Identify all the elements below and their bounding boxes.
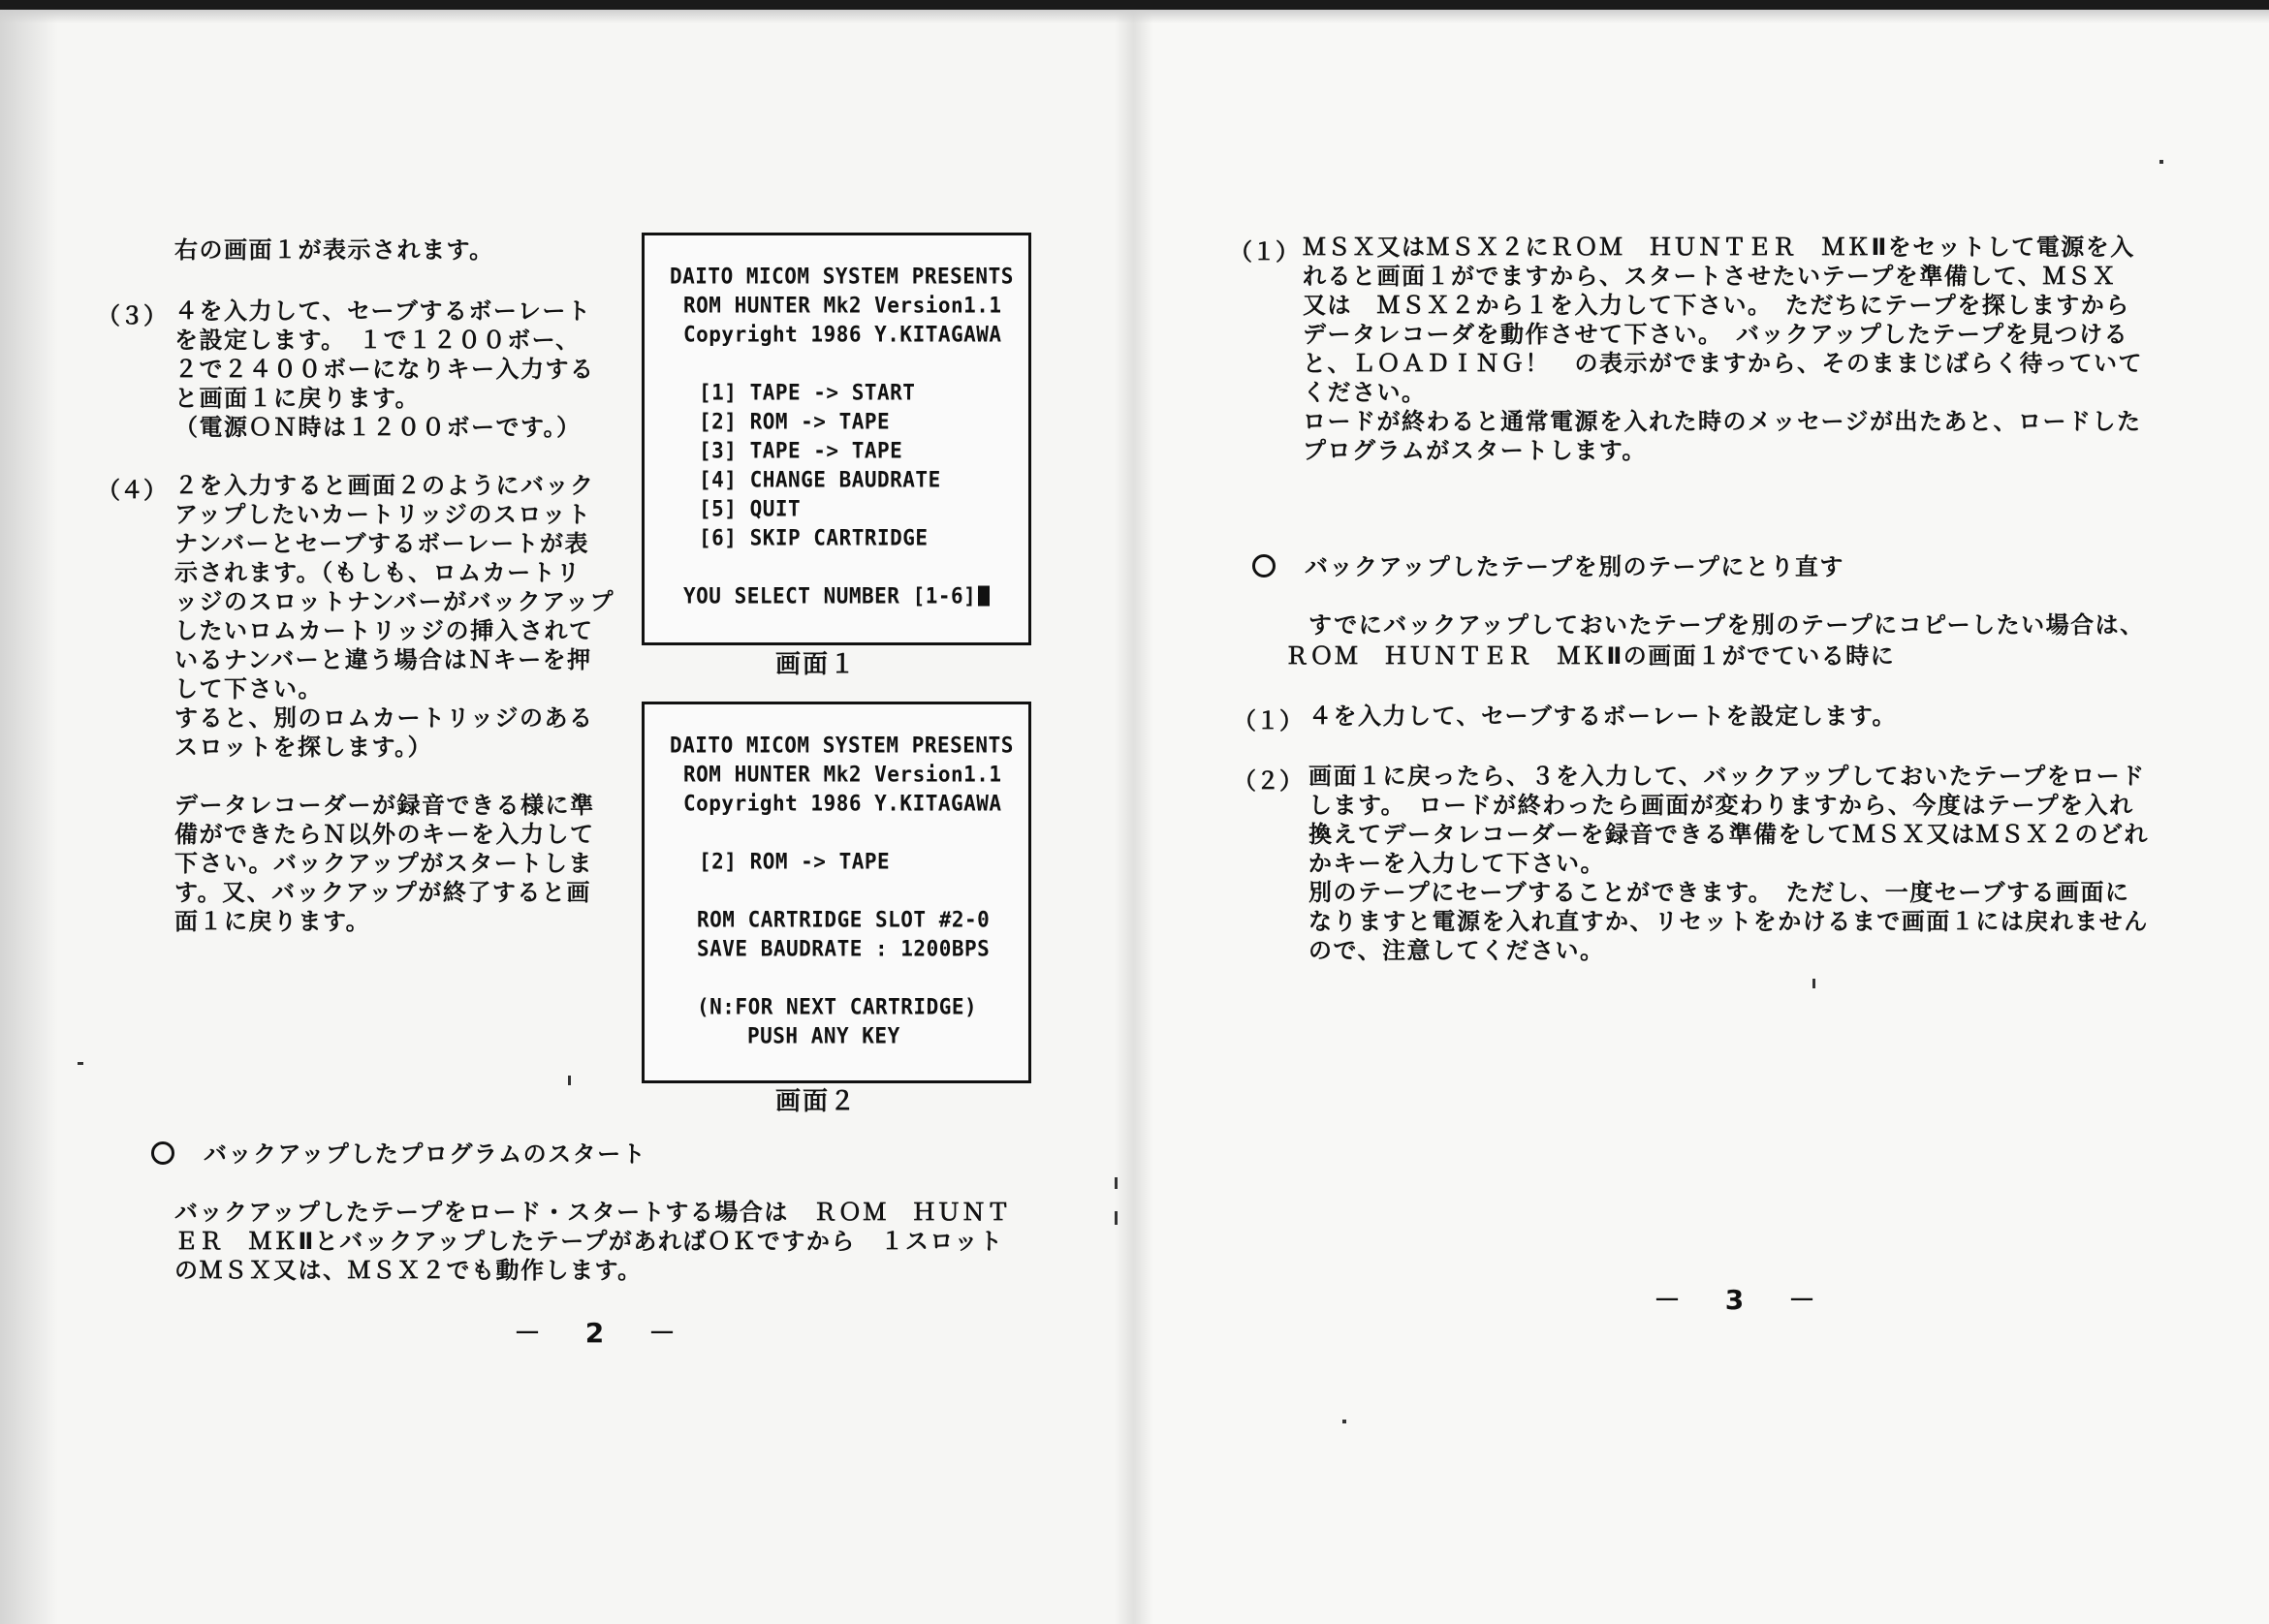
step-1-line: れると画面１がでますから、スタートさせたいテープを準備して、ＭＳＸ [1303, 263, 2117, 290]
section-heading-text: バックアップしたプログラムのスタート [204, 1140, 647, 1168]
step-2-line: 別のテープにセーブすることができます。 ただし、一度セーブする画面に [1308, 879, 2130, 906]
top-edge [0, 0, 2269, 10]
screen-1-menu-item: [2] ROM -> TAPE [699, 409, 891, 434]
scan-speck [1115, 1177, 1118, 1189]
recorder-paragraph-line: 下さい。バックアップがスタートしま [174, 850, 593, 877]
step-3-line: と画面１に戻ります。 [174, 385, 421, 412]
screen-2-caption: 画面２ [775, 1087, 858, 1116]
screen-1-line: DAITO MICOM SYSTEM PRESENTS [670, 264, 1014, 289]
recorder-paragraph-line: す。又、バックアップが終了すると画 [174, 879, 591, 906]
screen-2-line: ROM HUNTER Mk2 Version1.1 [683, 762, 1002, 787]
scan-speck [1342, 1420, 1346, 1423]
screen-2-line: SAVE BAUDRATE : 1200BPS [697, 936, 991, 961]
scan-speck [1812, 979, 1815, 988]
step-4-line: ２を入力すると画面２のようにバック [174, 472, 595, 499]
step-3-line: を設定します。 １で１２００ボー、 [174, 327, 581, 354]
section-heading-right-text: バックアップしたテープを別のテープにとり直す [1305, 553, 1844, 580]
recorder-paragraph-line: 備ができたらＮ以外のキーを入力して [174, 821, 595, 848]
circle-bullet-icon [1252, 554, 1276, 578]
screen-1-menu-item: [3] TAPE -> TAPE [699, 438, 903, 463]
screen-1-caption: 画面１ [775, 650, 858, 679]
cursor-block-icon [978, 586, 990, 607]
step-4-line: アップしたいカートリッジのスロット [174, 501, 592, 528]
scan-speck [2159, 160, 2163, 164]
screen-2-box [642, 702, 1031, 1083]
scan-speck [1115, 1211, 1118, 1225]
screen-2-line: (N:FOR NEXT CARTRIDGE) [697, 994, 978, 1019]
screen-1-prompt-text: YOU SELECT NUMBER [1-6] [683, 583, 977, 609]
screen-2-line: PUSH ANY KEY [747, 1023, 900, 1048]
step-3-line: （電源ＯＮ時は１２００ボーです。） [174, 414, 582, 441]
recorder-paragraph-line: データレコーダーが録音できる様に準 [174, 792, 595, 819]
screen-1-prompt [683, 583, 990, 608]
step-1-number: （１） [1229, 238, 1299, 265]
screen-1-menu-item: [5] QUIT [699, 496, 802, 521]
step-2-line: 換えてデータレコーダーを録音できる準備をしてＭＳＸ又はＭＳＸ２のどれ [1308, 821, 2149, 848]
step-1b-number: （１） [1233, 707, 1303, 734]
step-4-line: すると、別のロムカートリッジのある [174, 704, 594, 732]
left-edge-shadow [0, 0, 58, 1624]
screen-1-menu-item: [1] TAPE -> START [699, 380, 916, 405]
step-3-number: （３） [97, 302, 167, 329]
top-edge-shadow [0, 10, 2269, 23]
step-4-line: して下さい。 [174, 675, 323, 703]
step-3-line: ２で２４００ボーになりキー入力する [174, 356, 595, 383]
step-2-line: かキーを入力して下さい。 [1308, 850, 1605, 877]
page-fold [1115, 0, 1153, 1624]
section-heading-right [1252, 552, 1844, 581]
screen-2-line: DAITO MICOM SYSTEM PRESENTS [670, 733, 1014, 758]
step-2-line: なりますと電源を入れ直すか、リセットをかけるまで画面１には戻れません [1308, 908, 2149, 935]
section-intro-line: すでにバックアップしておいたテープを別のテープにコピーしたい場合は、 [1308, 611, 2145, 639]
recorder-paragraph-line: 面１に戻ります。 [174, 908, 371, 935]
section-line: バックアップしたテープをロード・スタートする場合は ＲＯＭ ＨＵＮＴ [174, 1199, 1012, 1226]
screen-1-box [642, 233, 1031, 645]
screen-2-line: Copyright 1986 Y.KITAGAWA [683, 791, 1002, 816]
step-1-line: ください。 [1303, 379, 1427, 406]
step-3-line: ４を入力して、セーブするボーレート [174, 297, 592, 325]
step-1-line: ロードが終わると通常電源を入れた時のメッセージが出たあと、ロードした [1303, 408, 2142, 435]
step-1b-line: ４を入力して、セーブするボーレートを設定します。 [1308, 703, 1897, 730]
step-1-line: と、ＬＯＡＤＩＮＧ！ の表示がでますから、そのままじばらく待っていて [1303, 350, 2143, 377]
step-1-line: データレコーダを動作させて下さい。 バックアップしたテープを見つける [1303, 321, 2129, 348]
step-4-number: （４） [97, 477, 167, 504]
step-4-line: したいロムカートリッジの挿入されて [174, 617, 594, 644]
step-2-number: （２） [1233, 767, 1303, 795]
step-1-line: ＭＳＸ又はＭＳＸ２にＲＯＭ ＨＵＮＴＥＲ ＭＫⅡをセットして電源を入 [1303, 234, 2135, 261]
step-4-line: ナンバーとセーブするボーレートが表 [174, 530, 589, 557]
step-2-line: ので、注意してください。 [1308, 937, 1605, 964]
screen-1-line: ROM HUNTER Mk2 Version1.1 [683, 293, 1002, 318]
screen-1-menu-item: [6] SKIP CARTRIDGE [699, 525, 929, 550]
section-line: ＥＲ ＭＫⅡとバックアップしたテープがあればＯＫですから １スロット [174, 1228, 1004, 1255]
screen-2-line: ROM CARTRIDGE SLOT #2-0 [697, 907, 991, 932]
step-2-line: します。 ロードが終わったら画面が変わりますから、今度はテープを入れ [1308, 792, 2134, 819]
step-1-line: 又は ＭＳＸ２から１を入力して下さい。 ただちにテープを探しますから [1303, 292, 2130, 319]
step-4-line: いるナンバーと違う場合はＮキーを押 [174, 646, 592, 673]
step-4-line: 示されます。（もしも、ロムカートリ [174, 559, 582, 586]
scan-speck [78, 1062, 83, 1065]
page-number-right: － 3 － [1654, 1284, 1833, 1316]
screen-2-line: [2] ROM -> TAPE [699, 849, 891, 874]
step-1-line: プログラムがスタートします。 [1303, 437, 1647, 464]
step-4-line: スロットを探します。） [174, 734, 433, 761]
section-heading [151, 1140, 646, 1169]
step-2-line: 画面１に戻ったら、３を入力して、バックアップしておいたテープをロード [1308, 763, 2146, 790]
intro-text: 右の画面１が表示されます。 [174, 236, 494, 264]
scan-speck [568, 1076, 571, 1085]
section-intro-line: ＲＯＭ ＨＵＮＴＥＲ ＭＫⅡの画面１がでている時に [1285, 642, 1896, 670]
step-4-line: ッジのスロットナンバーがバックアップ [174, 588, 615, 615]
screen-1-line: Copyright 1986 Y.KITAGAWA [683, 322, 1002, 347]
section-line: のＭＳＸ又は、ＭＳＸ２でも動作します。 [174, 1257, 643, 1284]
page-number-left: － 2 － [514, 1317, 693, 1349]
circle-bullet-icon [151, 1141, 174, 1165]
screen-1-menu-item: [4] CHANGE BAUDRATE [699, 467, 941, 492]
